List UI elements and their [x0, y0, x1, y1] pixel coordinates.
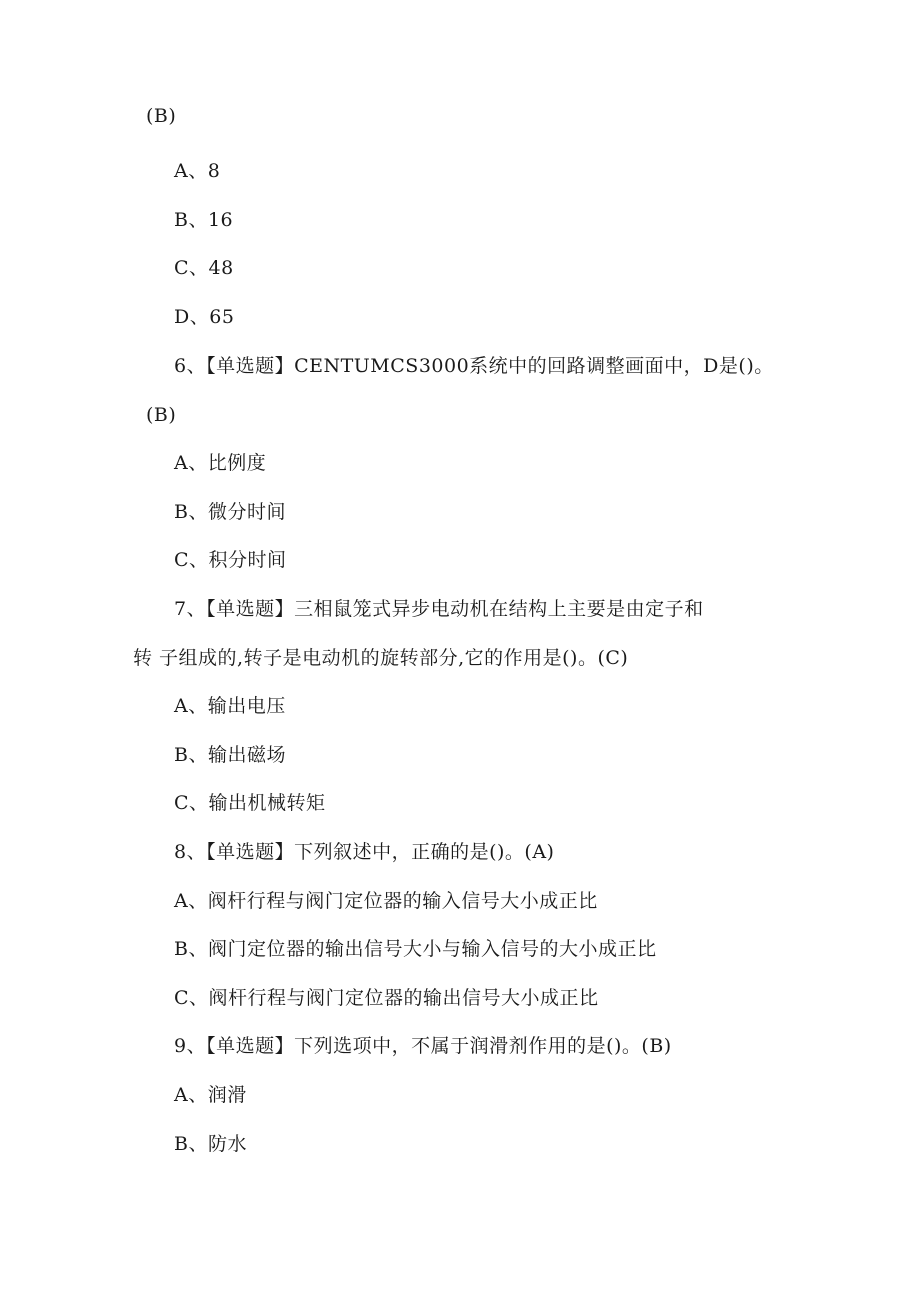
option-line: B、微分时间 [174, 501, 286, 523]
option-line: B、输出磁场 [174, 744, 286, 766]
option-line: D、65 [174, 306, 235, 328]
answer-line: (B) [146, 404, 177, 426]
option-line: A、比例度 [174, 452, 267, 474]
option-line: C、阀杆行程与阀门定位器的输出信号大小成正比 [174, 987, 599, 1009]
option-line: A、8 [174, 160, 221, 182]
question-6: 6、【单选题】CENTUMCS3000系统中的回路调整画面中，D是()。 [174, 355, 774, 377]
option-line: C、48 [174, 257, 234, 279]
question-9: 9、【单选题】下列选项中，不属于润滑剂作用的是()。(B) [174, 1035, 672, 1057]
option-line: B、16 [174, 209, 234, 231]
option-line: C、输出机械转矩 [174, 792, 326, 814]
option-line: C、积分时间 [174, 549, 287, 571]
question-7: 7、【单选题】三相鼠笼式异步电动机在结构上主要是由定子和 [174, 598, 704, 620]
answer-line: (B) [146, 105, 177, 127]
option-line: A、润滑 [174, 1084, 247, 1106]
option-line: A、输出电压 [174, 695, 286, 717]
question-8: 8、【单选题】下列叙述中，正确的是()。(A) [174, 841, 555, 863]
option-line: A、阀杆行程与阀门定位器的输入信号大小成正比 [174, 890, 598, 912]
question-7-continued: 转 子组成的,转子是电动机的旋转部分,它的作用是()。(C) [133, 647, 629, 669]
option-line: B、阀门定位器的输出信号大小与输入信号的大小成正比 [174, 938, 657, 960]
option-line: B、防水 [174, 1133, 247, 1155]
